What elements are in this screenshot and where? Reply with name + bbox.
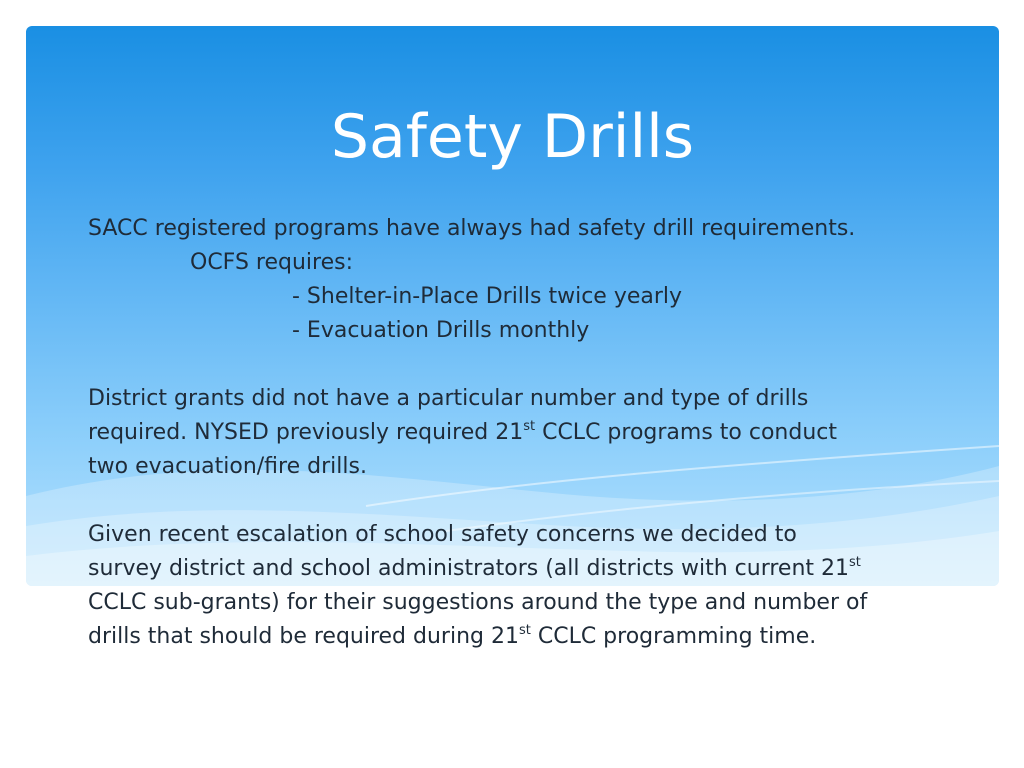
p3-line-2-a: survey district and school administrators (all districts with current 21 <box>88 556 850 581</box>
paragraph-spacer <box>88 348 968 382</box>
p3-line-4-a: drills that should be required during 21 <box>88 624 519 649</box>
p3-line-4-b: CCLC programming time. <box>530 624 817 649</box>
p1-bullet-evacuation: - Evacuation Drills monthly <box>292 318 590 343</box>
p1-line-2: OCFS requires: <box>190 250 353 275</box>
p2-line-1: District grants did not have a particular number and type of drills <box>88 386 809 411</box>
p3-line-4 <box>88 620 968 654</box>
p3-line-2-sup: st <box>849 555 861 570</box>
p3-line-1: Given recent escalation of school safety concerns we decided to <box>88 522 797 547</box>
p2-line-2-a: required. NYSED previously required 21 <box>88 420 524 445</box>
p2-line-2-b: CCLC programs to conduct <box>535 420 837 445</box>
paragraph-spacer <box>88 484 968 518</box>
slide-title: Safety Drills <box>330 102 695 172</box>
p1-bullet-shelter: - Shelter-in-Place Drills twice yearly <box>292 284 683 309</box>
slide-body <box>88 212 968 654</box>
p2-line-3: two evacuation/fire drills. <box>88 454 367 479</box>
p1-line-1: SACC registered programs have always had safety drill requirements. <box>88 216 856 241</box>
p2-line-2-sup: st <box>523 419 536 434</box>
p3-line-2 <box>88 552 968 586</box>
p3-line-3: CCLC sub-grants) for their suggestions around the type and number of <box>88 590 868 615</box>
p2-line-2 <box>88 416 968 450</box>
p3-line-4-sup: st <box>518 623 531 638</box>
